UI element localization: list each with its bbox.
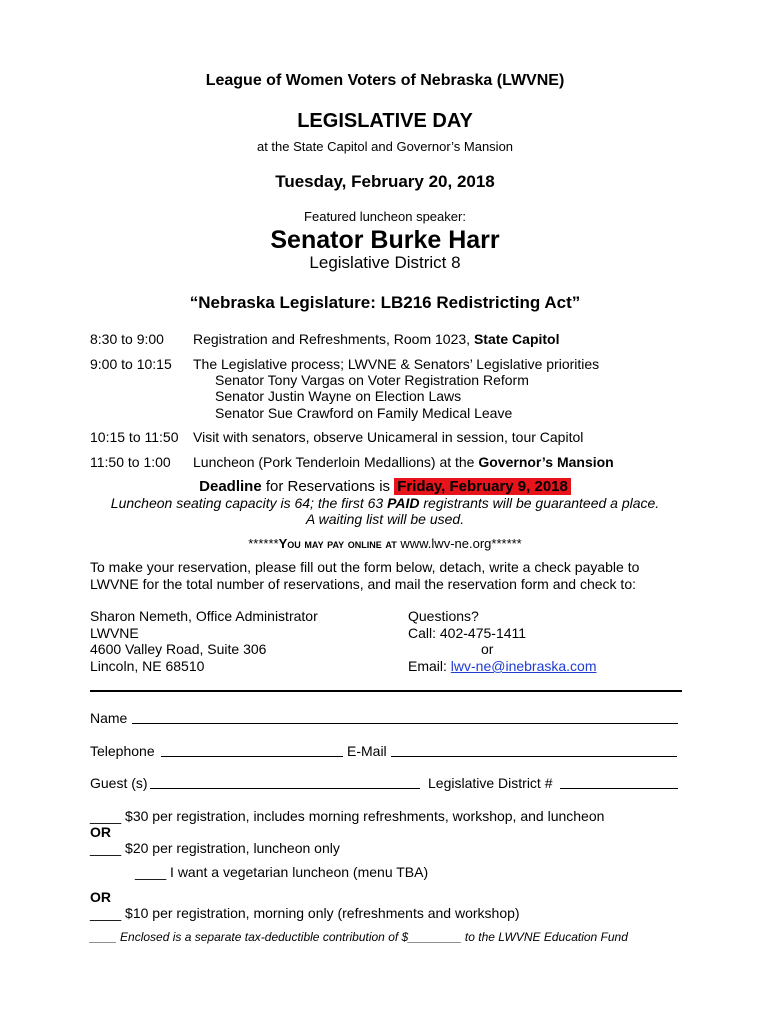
schedule-time: 10:15 to 11:50 xyxy=(90,429,179,445)
instructions-line: To make your reservation, please fill out the form below, detach, write a check payable to xyxy=(90,559,640,575)
name-label: Name xyxy=(90,710,128,726)
option-20[interactable]: ____ $20 per registration, luncheon only xyxy=(90,840,340,856)
schedule-time: 9:00 to 10:15 xyxy=(90,356,172,372)
schedule-desc: Luncheon (Pork Tenderloin Medallions) at the Governor’s Mansion xyxy=(193,454,614,470)
online-payment-note: ******You may pay online at www.lwv-ne.org****** xyxy=(248,536,522,551)
email-link[interactable]: lwv-ne@inebraska.com xyxy=(450,658,597,674)
schedule-time: 8:30 to 9:00 xyxy=(90,331,164,347)
event-date: Tuesday, February 20, 2018 xyxy=(275,172,495,191)
option-10[interactable]: ____ $10 per registration, morning only (refreshments and workshop) xyxy=(90,905,520,921)
address-city: Lincoln, NE 68510 xyxy=(90,658,205,674)
talk-topic: “Nebraska Legislature: LB216 Redistricting Act” xyxy=(189,293,581,312)
schedule-sub-item: Senator Justin Wayne on Election Laws xyxy=(215,388,462,404)
instructions-line: LWVNE for the total number of reservations, and mail the reservation form and check to: xyxy=(90,576,636,592)
detach-divider xyxy=(90,690,682,692)
event-subtitle: at the State Capitol and Governor’s Mansion xyxy=(256,139,514,154)
org-title: League of Women Voters of Nebraska (LWVNE) xyxy=(205,72,565,89)
event-title: LEGISLATIVE DAY xyxy=(297,110,473,132)
option-vegetarian[interactable]: ____ I want a vegetarian luncheon (menu TBA) xyxy=(135,864,429,880)
or-divider: OR xyxy=(90,824,111,840)
contact-questions: Questions? xyxy=(408,608,479,624)
speaker-intro: Featured luncheon speaker: xyxy=(304,209,466,224)
contact-or: or xyxy=(481,641,494,657)
telephone-field[interactable] xyxy=(161,743,343,757)
email-field[interactable] xyxy=(391,743,677,757)
schedule-time: 11:50 to 1:00 xyxy=(90,454,171,470)
contact-phone: Call: 402-475-1411 xyxy=(408,625,527,641)
speaker-name: Senator Burke Harr xyxy=(270,226,500,254)
schedule-desc: Visit with senators, observe Unicameral in session, tour Capitol xyxy=(193,429,584,445)
district-field[interactable] xyxy=(560,775,678,789)
option-30[interactable]: ____ $30 per registration, includes morning refreshments, workshop, and luncheon xyxy=(90,808,605,824)
or-divider: OR xyxy=(90,889,111,905)
waitlist-note: A waiting list will be used. xyxy=(305,511,465,527)
address-street: 4600 Valley Road, Suite 306 xyxy=(90,641,267,657)
telephone-label: Telephone xyxy=(90,743,155,759)
option-contribution[interactable]: ____ Enclosed is a separate tax-deductible contribution of $________ to the LWVNE Education Fund xyxy=(90,930,628,944)
guest-label: Guest (s) xyxy=(90,775,148,791)
address-org: LWVNE xyxy=(90,625,139,641)
name-field[interactable] xyxy=(132,710,678,724)
schedule-sub-item: Senator Tony Vargas on Voter Registration Reform xyxy=(215,372,529,388)
seating-note: Luncheon seating capacity is 64; the first 63 PAID registrants will be guaranteed a place. xyxy=(110,495,660,511)
email-label: E-Mail xyxy=(347,743,387,759)
guest-field[interactable] xyxy=(150,775,420,789)
address-name: Sharon Nemeth, Office Administrator xyxy=(90,608,318,624)
schedule-desc: The Legislative process; LWVNE & Senators’ Legislative priorities xyxy=(193,356,600,372)
speaker-district: Legislative District 8 xyxy=(309,253,461,272)
schedule-desc: Registration and Refreshments, Room 1023, State Capitol xyxy=(193,331,560,347)
schedule-sub-item: Senator Sue Crawford on Family Medical Leave xyxy=(215,405,513,421)
contact-email: Email: lwv-ne@inebraska.com xyxy=(408,658,597,674)
deadline-line: Deadline for Reservations is Friday, February 9, 2018 xyxy=(0,478,770,495)
deadline-date: Friday, February 9, 2018 xyxy=(394,478,571,495)
district-label: Legislative District # xyxy=(428,775,553,791)
